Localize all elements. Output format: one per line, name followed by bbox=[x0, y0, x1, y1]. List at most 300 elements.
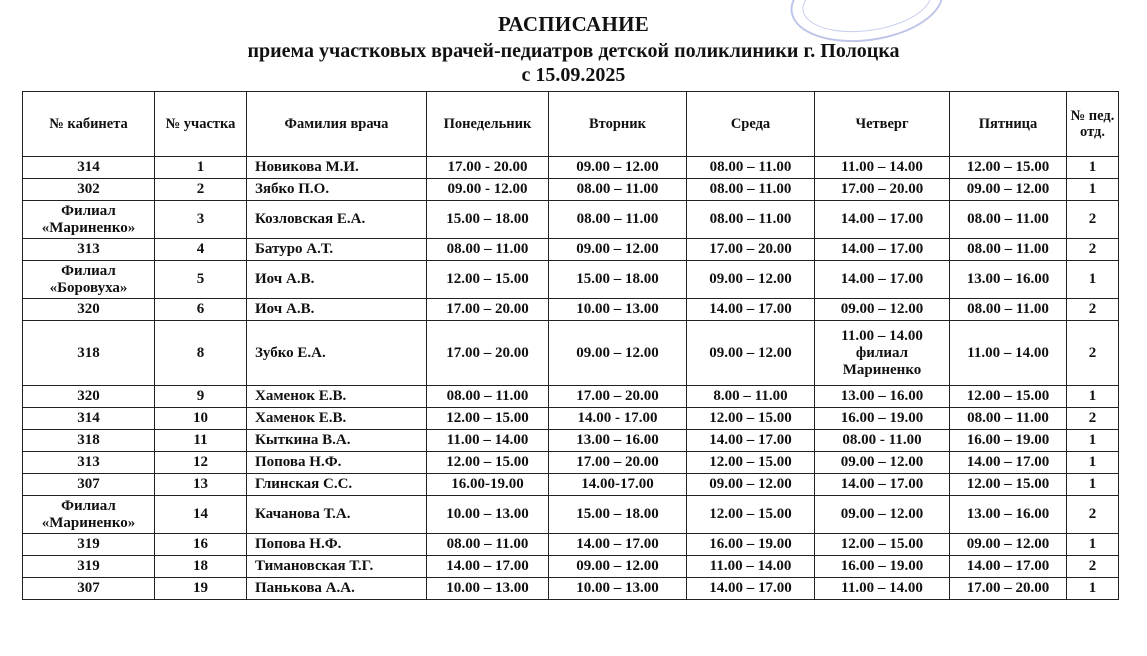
thursday-cell-text: 11.00 – 14.00 bbox=[841, 580, 923, 596]
monday-cell bbox=[427, 430, 549, 452]
district-cell-text: 14 bbox=[193, 506, 208, 522]
thursday-cell-text: 09.00 – 12.00 bbox=[840, 454, 924, 470]
cabinet-cell-text: 313 bbox=[77, 454, 100, 470]
date-line: с 15.09.2025 bbox=[521, 64, 626, 86]
wednesday-cell bbox=[687, 299, 815, 321]
thursday-cell bbox=[815, 578, 950, 600]
schedule-table bbox=[22, 91, 1119, 600]
district-cell bbox=[155, 201, 247, 239]
cabinet-cell bbox=[23, 157, 155, 179]
cabinet-cell bbox=[23, 534, 155, 556]
friday-cell bbox=[950, 157, 1067, 179]
department-cell-text: 2 bbox=[1088, 506, 1097, 522]
table-row bbox=[23, 556, 1119, 578]
tuesday-cell bbox=[549, 430, 687, 452]
friday-cell bbox=[950, 201, 1067, 239]
department-cell bbox=[1067, 578, 1119, 600]
district-cell-text: 13 bbox=[193, 476, 208, 492]
monday-cell-text: 08.00 – 11.00 bbox=[446, 241, 529, 257]
friday-cell bbox=[950, 386, 1067, 408]
thursday-cell-text: 16.00 – 19.00 bbox=[840, 558, 924, 574]
doctor-cell-text: Попова Н.Ф. bbox=[255, 454, 342, 470]
thursday-cell-text: 14.00 – 17.00 bbox=[840, 211, 924, 227]
friday-cell bbox=[950, 408, 1067, 430]
district-cell bbox=[155, 261, 247, 299]
friday-cell bbox=[950, 430, 1067, 452]
district-cell bbox=[155, 299, 247, 321]
doctor-cell-text: Тимановская Т.Г. bbox=[255, 558, 374, 574]
doctor-cell bbox=[247, 386, 427, 408]
district-cell bbox=[155, 452, 247, 474]
monday-cell bbox=[427, 386, 549, 408]
tuesday-cell-text: 13.00 – 16.00 bbox=[576, 432, 659, 448]
doctor-cell bbox=[247, 239, 427, 261]
tuesday-cell-text: 17.00 – 20.00 bbox=[576, 388, 659, 404]
monday-cell-text: 12.00 – 15.00 bbox=[446, 454, 529, 470]
friday-cell bbox=[950, 321, 1067, 386]
friday-cell-text: 13.00 – 16.00 bbox=[966, 271, 1050, 287]
district-cell-text: 10 bbox=[193, 410, 208, 426]
department-cell bbox=[1067, 496, 1119, 534]
tuesday-cell-text: 17.00 – 20.00 bbox=[576, 454, 659, 470]
department-cell-text: 1 bbox=[1088, 454, 1097, 470]
friday-cell-text: 14.00 – 17.00 bbox=[966, 454, 1050, 470]
tuesday-cell bbox=[549, 239, 687, 261]
department-cell bbox=[1067, 157, 1119, 179]
department-cell bbox=[1067, 408, 1119, 430]
friday-cell bbox=[950, 556, 1067, 578]
department-cell bbox=[1067, 386, 1119, 408]
friday-cell-text: 12.00 – 15.00 bbox=[966, 476, 1050, 492]
doctor-cell bbox=[247, 556, 427, 578]
friday-cell-text: 13.00 – 16.00 bbox=[966, 506, 1050, 522]
monday-cell-text: 08.00 – 11.00 bbox=[446, 388, 529, 404]
wednesday-cell bbox=[687, 534, 815, 556]
monday-cell-text: 16.00-19.00 bbox=[451, 476, 524, 492]
cabinet-cell bbox=[23, 201, 155, 239]
tuesday-cell-text: 09.00 – 12.00 bbox=[576, 344, 659, 361]
district-cell-text: 19 bbox=[193, 580, 208, 596]
department-cell-text: 1 bbox=[1088, 159, 1097, 175]
cabinet-cell-text: 319 bbox=[77, 536, 100, 552]
department-cell-text: 1 bbox=[1088, 432, 1097, 448]
monday-cell-text: 11.00 – 14.00 bbox=[446, 432, 529, 448]
table-header-row bbox=[23, 92, 1119, 157]
thursday-cell bbox=[815, 386, 950, 408]
monday-cell bbox=[427, 201, 549, 239]
monday-cell bbox=[427, 157, 549, 179]
table-body bbox=[23, 157, 1119, 600]
district-cell bbox=[155, 179, 247, 201]
department-cell bbox=[1067, 474, 1119, 496]
friday-cell-text: 08.00 – 11.00 bbox=[967, 211, 1049, 227]
cabinet-cell-text: 318 bbox=[77, 432, 100, 448]
doctor-cell bbox=[247, 578, 427, 600]
tuesday-cell-text: 09.00 – 12.00 bbox=[576, 159, 659, 175]
header-cell: Вторник bbox=[549, 92, 687, 157]
friday-cell bbox=[950, 239, 1067, 261]
doctor-cell-text: Батуро А.Т. bbox=[255, 241, 334, 257]
thursday-cell bbox=[815, 556, 950, 578]
monday-cell bbox=[427, 299, 549, 321]
tuesday-cell-text: 14.00 – 17.00 bbox=[576, 536, 659, 552]
doctor-cell bbox=[247, 261, 427, 299]
department-cell-text: 1 bbox=[1088, 181, 1097, 197]
tuesday-cell bbox=[549, 452, 687, 474]
thursday-cell-text: 16.00 – 19.00 bbox=[840, 410, 924, 426]
monday-cell bbox=[427, 534, 549, 556]
table-row bbox=[23, 201, 1119, 239]
header-cell: Среда bbox=[687, 92, 815, 157]
tuesday-cell bbox=[549, 157, 687, 179]
doctor-cell bbox=[247, 408, 427, 430]
cabinet-cell-text: Филиал «Боровуха» bbox=[49, 262, 128, 296]
cabinet-cell-text: 307 bbox=[77, 580, 100, 596]
department-cell-text: 1 bbox=[1088, 536, 1097, 552]
tuesday-cell bbox=[549, 386, 687, 408]
friday-cell-text: 17.00 – 20.00 bbox=[966, 580, 1050, 596]
friday-cell-text: 16.00 – 19.00 bbox=[966, 432, 1050, 448]
district-cell bbox=[155, 496, 247, 534]
doctor-cell bbox=[247, 299, 427, 321]
wednesday-cell-text: 08.00 – 11.00 bbox=[709, 211, 792, 227]
monday-cell bbox=[427, 496, 549, 534]
wednesday-cell-text: 17.00 – 20.00 bbox=[709, 241, 792, 257]
thursday-cell-text: 17.00 – 20.00 bbox=[840, 181, 924, 197]
wednesday-cell bbox=[687, 430, 815, 452]
wednesday-cell bbox=[687, 157, 815, 179]
cabinet-cell-text: 313 bbox=[77, 241, 100, 257]
district-cell bbox=[155, 386, 247, 408]
district-cell-text: 3 bbox=[196, 211, 205, 227]
doctor-cell-text: Новикова М.И. bbox=[255, 159, 359, 175]
cabinet-cell bbox=[23, 556, 155, 578]
friday-cell-text: 11.00 – 14.00 bbox=[967, 344, 1049, 361]
friday-cell-text: 08.00 – 11.00 bbox=[967, 241, 1049, 257]
thursday-cell-text: 08.00 - 11.00 bbox=[842, 432, 922, 448]
table-row bbox=[23, 386, 1119, 408]
wednesday-cell bbox=[687, 578, 815, 600]
table-row bbox=[23, 578, 1119, 600]
wednesday-cell-text: 8.00 – 11.00 bbox=[713, 388, 788, 404]
page-title: РАСПИСАНИЕ bbox=[497, 12, 650, 36]
tuesday-cell-text: 08.00 – 11.00 bbox=[576, 211, 659, 227]
cabinet-cell bbox=[23, 496, 155, 534]
district-cell-text: 11 bbox=[193, 432, 208, 448]
doctor-cell-text: Кыткина В.А. bbox=[255, 432, 351, 448]
wednesday-cell-text: 16.00 – 19.00 bbox=[709, 536, 792, 552]
cabinet-cell bbox=[23, 452, 155, 474]
friday-cell-text: 08.00 – 11.00 bbox=[967, 301, 1049, 317]
tuesday-cell bbox=[549, 321, 687, 386]
cabinet-cell-text: 314 bbox=[77, 159, 100, 175]
table-row bbox=[23, 239, 1119, 261]
thursday-cell-text: 09.00 – 12.00 bbox=[840, 506, 924, 522]
department-cell-text: 1 bbox=[1088, 580, 1097, 596]
table-row bbox=[23, 474, 1119, 496]
district-cell bbox=[155, 157, 247, 179]
monday-cell bbox=[427, 321, 549, 386]
district-cell-text: 2 bbox=[196, 181, 205, 197]
doctor-cell bbox=[247, 496, 427, 534]
district-cell-text: 9 bbox=[196, 388, 205, 404]
thursday-cell bbox=[815, 474, 950, 496]
cabinet-cell bbox=[23, 261, 155, 299]
table-row bbox=[23, 299, 1119, 321]
cabinet-cell bbox=[23, 430, 155, 452]
district-cell-text: 18 bbox=[193, 558, 208, 574]
district-cell-text: 12 bbox=[193, 454, 208, 470]
cabinet-cell bbox=[23, 179, 155, 201]
doctor-cell-text: Хаменок Е.В. bbox=[255, 410, 347, 426]
district-cell bbox=[155, 578, 247, 600]
thursday-cell bbox=[815, 430, 950, 452]
cabinet-cell bbox=[23, 386, 155, 408]
doctor-cell-text: Попова Н.Ф. bbox=[255, 536, 342, 552]
district-cell bbox=[155, 534, 247, 556]
wednesday-cell-text: 09.00 – 12.00 bbox=[709, 271, 792, 287]
monday-cell-text: 09.00 - 12.00 bbox=[447, 181, 528, 197]
wednesday-cell-text: 08.00 – 11.00 bbox=[709, 181, 792, 197]
doctor-cell-text: Иоч А.В. bbox=[255, 301, 315, 317]
wednesday-cell bbox=[687, 239, 815, 261]
department-cell bbox=[1067, 239, 1119, 261]
cabinet-cell bbox=[23, 239, 155, 261]
monday-cell bbox=[427, 452, 549, 474]
doctor-cell-text: Зубко Е.А. bbox=[255, 344, 326, 361]
wednesday-cell bbox=[687, 556, 815, 578]
tuesday-cell-text: 08.00 – 11.00 bbox=[576, 181, 659, 197]
monday-cell-text: 15.00 – 18.00 bbox=[446, 211, 529, 227]
doctor-cell bbox=[247, 452, 427, 474]
thursday-cell bbox=[815, 157, 950, 179]
wednesday-cell bbox=[687, 321, 815, 386]
wednesday-cell bbox=[687, 261, 815, 299]
doctor-cell-text: Хаменок Е.В. bbox=[255, 388, 347, 404]
district-cell bbox=[155, 474, 247, 496]
wednesday-cell bbox=[687, 474, 815, 496]
department-cell bbox=[1067, 534, 1119, 556]
friday-cell-text: 08.00 – 11.00 bbox=[967, 410, 1049, 426]
doctor-cell bbox=[247, 321, 427, 386]
department-cell-text: 1 bbox=[1088, 388, 1097, 404]
tuesday-cell bbox=[549, 474, 687, 496]
department-cell-text: 2 bbox=[1088, 241, 1097, 257]
department-cell bbox=[1067, 452, 1119, 474]
wednesday-cell bbox=[687, 496, 815, 534]
doctor-cell-text: Глинская С.С. bbox=[255, 476, 353, 492]
department-cell-text: 2 bbox=[1088, 211, 1097, 227]
wednesday-cell-text: 12.00 – 15.00 bbox=[709, 506, 792, 522]
cabinet-cell-text: 319 bbox=[77, 558, 100, 574]
header-cell: № кабинета bbox=[23, 92, 155, 157]
department-cell bbox=[1067, 261, 1119, 299]
cabinet-cell-text: 302 bbox=[77, 181, 100, 197]
thursday-cell bbox=[815, 452, 950, 474]
district-cell bbox=[155, 430, 247, 452]
department-cell-text: 2 bbox=[1088, 301, 1097, 317]
doctor-cell bbox=[247, 534, 427, 556]
wednesday-cell-text: 09.00 – 12.00 bbox=[709, 344, 792, 361]
thursday-cell-text: 11.00 – 14.00 bbox=[841, 327, 923, 344]
tuesday-cell bbox=[549, 179, 687, 201]
tuesday-cell-text: 14.00 - 17.00 bbox=[577, 410, 658, 426]
doctor-cell-text: Зябко П.О. bbox=[255, 181, 330, 197]
thursday-cell bbox=[815, 321, 950, 386]
wednesday-cell-text: 09.00 – 12.00 bbox=[709, 476, 792, 492]
table-row bbox=[23, 157, 1119, 179]
tuesday-cell bbox=[549, 496, 687, 534]
header-cell: № участка bbox=[155, 92, 247, 157]
friday-cell-text: 09.00 – 12.00 bbox=[966, 536, 1050, 552]
tuesday-cell-text: 10.00 – 13.00 bbox=[576, 301, 659, 317]
department-cell-text: 2 bbox=[1088, 558, 1097, 574]
district-cell-text: 16 bbox=[193, 536, 208, 552]
monday-cell-text: 17.00 - 20.00 bbox=[447, 159, 528, 175]
cabinet-cell bbox=[23, 474, 155, 496]
thursday-cell bbox=[815, 261, 950, 299]
monday-cell-text: 12.00 – 15.00 bbox=[446, 271, 529, 287]
tuesday-cell-text: 14.00-17.00 bbox=[581, 476, 654, 492]
wednesday-cell bbox=[687, 179, 815, 201]
friday-cell bbox=[950, 261, 1067, 299]
table-row bbox=[23, 261, 1119, 299]
header-cell: Понедельник bbox=[427, 92, 549, 157]
monday-cell-text: 12.00 – 15.00 bbox=[446, 410, 529, 426]
wednesday-cell bbox=[687, 452, 815, 474]
monday-cell bbox=[427, 556, 549, 578]
thursday-cell bbox=[815, 299, 950, 321]
thursday-note: филиал Мариненко bbox=[842, 344, 922, 378]
doctor-cell bbox=[247, 201, 427, 239]
department-cell bbox=[1067, 179, 1119, 201]
page-subtitle: приема участковых врачей-педиатров детской поликлиники г. Полоцка bbox=[247, 40, 900, 62]
wednesday-cell-text: 11.00 – 14.00 bbox=[709, 558, 792, 574]
friday-cell-text: 12.00 – 15.00 bbox=[966, 159, 1050, 175]
district-cell bbox=[155, 321, 247, 386]
wednesday-cell-text: 12.00 – 15.00 bbox=[709, 410, 792, 426]
district-cell bbox=[155, 556, 247, 578]
thursday-cell-text: 09.00 – 12.00 bbox=[840, 301, 924, 317]
tuesday-cell bbox=[549, 299, 687, 321]
cabinet-cell bbox=[23, 321, 155, 386]
friday-cell bbox=[950, 496, 1067, 534]
district-cell-text: 1 bbox=[196, 159, 205, 175]
cabinet-cell-text: Филиал «Мариненко» bbox=[41, 202, 136, 236]
friday-cell-text: 12.00 – 15.00 bbox=[966, 388, 1050, 404]
table-row bbox=[23, 452, 1119, 474]
tuesday-cell-text: 10.00 – 13.00 bbox=[576, 580, 659, 596]
cabinet-cell-text: 320 bbox=[77, 388, 100, 404]
cabinet-cell bbox=[23, 299, 155, 321]
cabinet-cell-text: Филиал «Мариненко» bbox=[41, 497, 136, 531]
thursday-cell-text: 11.00 – 14.00 bbox=[841, 159, 923, 175]
tuesday-cell bbox=[549, 578, 687, 600]
monday-cell-text: 17.00 – 20.00 bbox=[446, 301, 529, 317]
department-cell bbox=[1067, 556, 1119, 578]
cabinet-cell bbox=[23, 578, 155, 600]
thursday-cell-text: 13.00 – 16.00 bbox=[840, 388, 924, 404]
friday-cell-text: 14.00 – 17.00 bbox=[966, 558, 1050, 574]
cabinet-cell-text: 320 bbox=[77, 301, 100, 317]
thursday-cell bbox=[815, 239, 950, 261]
friday-cell bbox=[950, 534, 1067, 556]
table-row bbox=[23, 534, 1119, 556]
monday-cell-text: 08.00 – 11.00 bbox=[446, 536, 529, 552]
monday-cell-text: 14.00 – 17.00 bbox=[446, 558, 529, 574]
doctor-cell bbox=[247, 179, 427, 201]
thursday-cell bbox=[815, 496, 950, 534]
header-cell: Четверг bbox=[815, 92, 950, 157]
table-row bbox=[23, 408, 1119, 430]
thursday-cell-text: 14.00 – 17.00 bbox=[840, 476, 924, 492]
header-cell: Фамилия врача bbox=[247, 92, 427, 157]
department-cell bbox=[1067, 299, 1119, 321]
friday-cell-text: 09.00 – 12.00 bbox=[966, 181, 1050, 197]
table-row bbox=[23, 321, 1119, 386]
doctor-cell-text: Иоч А.В. bbox=[255, 271, 315, 287]
cabinet-cell bbox=[23, 408, 155, 430]
district-cell bbox=[155, 408, 247, 430]
friday-cell bbox=[950, 299, 1067, 321]
monday-cell bbox=[427, 239, 549, 261]
thursday-cell-text: 12.00 – 15.00 bbox=[840, 536, 924, 552]
doctor-cell-text: Качанова Т.А. bbox=[255, 506, 351, 522]
wednesday-cell-text: 14.00 – 17.00 bbox=[709, 432, 792, 448]
monday-cell bbox=[427, 261, 549, 299]
table-row bbox=[23, 430, 1119, 452]
header-cell: № пед. отд. bbox=[1067, 92, 1119, 157]
district-cell-text: 5 bbox=[196, 271, 205, 287]
table-row bbox=[23, 496, 1119, 534]
thursday-cell bbox=[815, 408, 950, 430]
doctor-cell bbox=[247, 430, 427, 452]
wednesday-cell-text: 12.00 – 15.00 bbox=[709, 454, 792, 470]
table-row bbox=[23, 179, 1119, 201]
friday-cell bbox=[950, 474, 1067, 496]
department-cell bbox=[1067, 201, 1119, 239]
district-cell bbox=[155, 239, 247, 261]
district-cell-text: 4 bbox=[196, 241, 205, 257]
doctor-cell-text: Козловская Е.А. bbox=[255, 211, 366, 227]
monday-cell-text: 17.00 – 20.00 bbox=[446, 344, 529, 361]
friday-cell bbox=[950, 179, 1067, 201]
friday-cell bbox=[950, 452, 1067, 474]
monday-cell bbox=[427, 408, 549, 430]
department-cell-text: 1 bbox=[1088, 476, 1097, 492]
thursday-cell bbox=[815, 201, 950, 239]
cabinet-cell-text: 314 bbox=[77, 410, 100, 426]
wednesday-cell-text: 14.00 – 17.00 bbox=[709, 301, 792, 317]
thursday-cell bbox=[815, 534, 950, 556]
wednesday-cell bbox=[687, 386, 815, 408]
department-cell bbox=[1067, 430, 1119, 452]
wednesday-cell-text: 08.00 – 11.00 bbox=[709, 159, 792, 175]
tuesday-cell bbox=[549, 201, 687, 239]
doctor-cell bbox=[247, 474, 427, 496]
department-cell bbox=[1067, 321, 1119, 386]
thursday-cell bbox=[815, 179, 950, 201]
monday-cell bbox=[427, 474, 549, 496]
tuesday-cell-text: 15.00 – 18.00 bbox=[576, 271, 659, 287]
department-cell-text: 2 bbox=[1088, 410, 1097, 426]
monday-cell-text: 10.00 – 13.00 bbox=[446, 580, 529, 596]
wednesday-cell bbox=[687, 408, 815, 430]
tuesday-cell bbox=[549, 556, 687, 578]
header-cell: Пятница bbox=[950, 92, 1067, 157]
doctor-cell-text: Панькова А.А. bbox=[255, 580, 355, 596]
tuesday-cell bbox=[549, 534, 687, 556]
